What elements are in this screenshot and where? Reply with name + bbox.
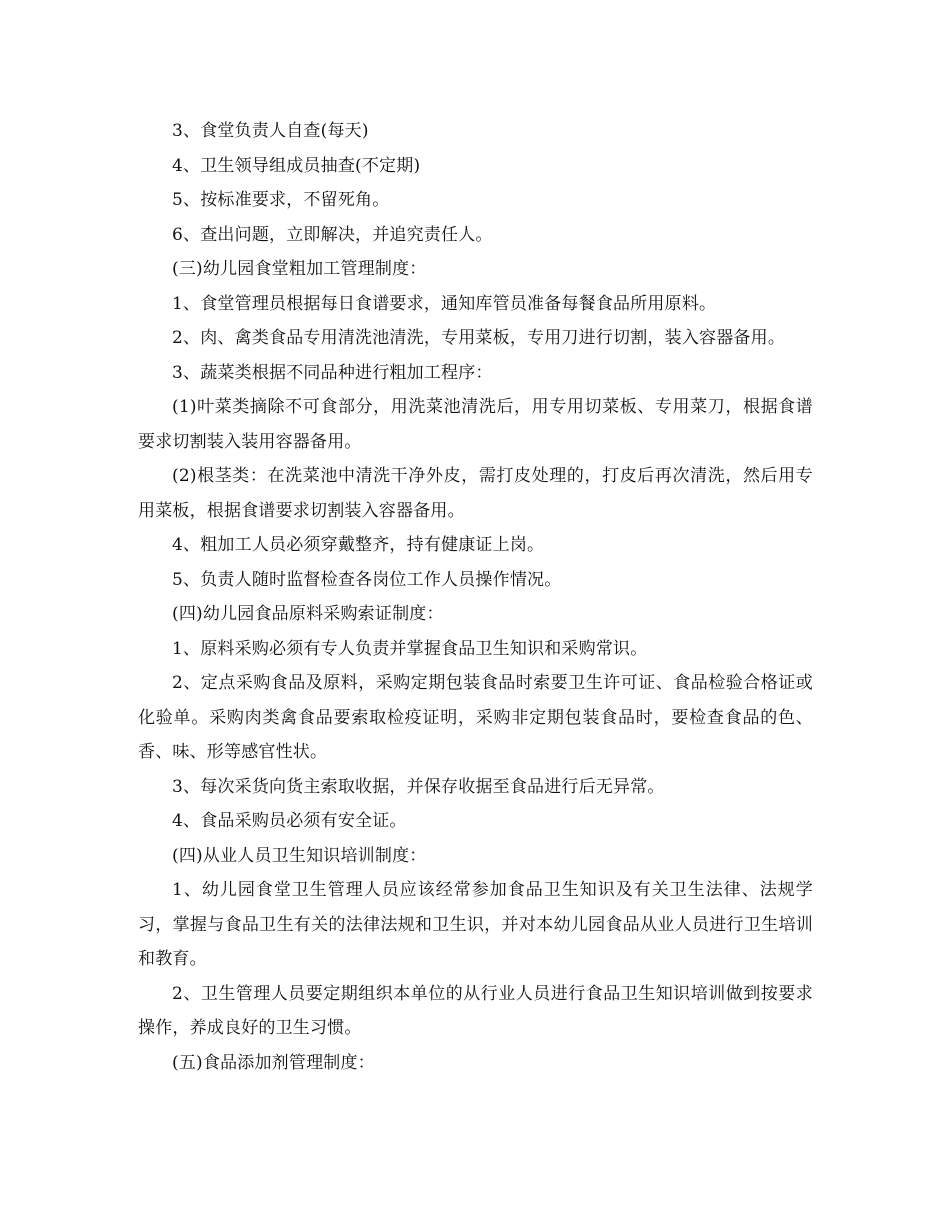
paragraph: 5、按标准要求，不留死角。 <box>172 190 390 210</box>
paragraph: 2、定点采购食品及原料，采购定期包装食品时索要卫生许可证、食品检验合格证或化验单。采购肉类禽食品要索取检疫证明，采购非定期包装食品时，要检查食品的色、香、味、形等感官性状。 <box>138 673 813 762</box>
paragraph: 4、食品采购员必须有安全证。 <box>172 811 407 831</box>
paragraph: 2、肉、禽类食品专用清洗池清洗，专用菜板，专用刀进行切割，装入容器备用。 <box>172 328 786 348</box>
paragraph: 3、每次采货向货主索取收据，并保存收据至食品进行后无异常。 <box>172 776 665 797</box>
paragraph: (1)叶菜类摘除不可食部分，用洗菜池清洗后，用专用切菜板、专用菜刀，根据食谱要求切割装入装用容器备用。 <box>138 397 813 452</box>
paragraph: 6、查出问题，立即解决，并追究责任人。 <box>172 224 493 245</box>
section-heading: (四)从业人员卫生知识培训制度： <box>172 845 427 866</box>
section-heading: (五)食品添加剂管理制度： <box>172 1052 375 1073</box>
paragraph: 1、原料采购必须有专人负责并掌握食品卫生知识和采购常识。 <box>172 638 648 659</box>
paragraph: 4、卫生领导组成员抽查(不定期) <box>172 155 421 176</box>
paragraph: 1、食堂管理员根据每日食谱要求，通知库管员准备每餐食品所用原料。 <box>172 293 717 314</box>
section-heading: (三)幼儿园食堂粗加工管理制度： <box>172 259 427 279</box>
paragraph: 4、粗加工人员必须穿戴整齐，持有健康证上岗。 <box>172 535 545 555</box>
paragraph: 5、负责人随时监督检查各岗位工作人员操作情况。 <box>172 569 562 590</box>
paragraph: 2、卫生管理人员要定期组织本单位的从行业人员进行食品卫生知识培训做到按要求操作，养成良好的卫生习惯。 <box>138 983 813 1038</box>
paragraph: 1、幼儿园食堂卫生管理人员应该经常参加食品卫生知识及有关卫生法律、法规学习，掌握与食品卫生有关的法律法规和卫生识，并对本幼儿园食品从业人员进行卫生培训和教育。 <box>138 880 813 969</box>
section-heading: (四)幼儿园食品原料采购索证制度： <box>172 604 444 624</box>
paragraph: 3、蔬菜类根据不同品种进行粗加工程序： <box>172 362 493 383</box>
paragraph: (2)根茎类：在洗菜池中清洗干净外皮，需打皮处理的，打皮后再次清洗，然后用专用菜板，根据食谱要求切割装入容器备用。 <box>138 466 813 521</box>
document-body <box>138 114 813 1080</box>
paragraph: 3、食堂负责人自查(每天) <box>172 121 369 141</box>
